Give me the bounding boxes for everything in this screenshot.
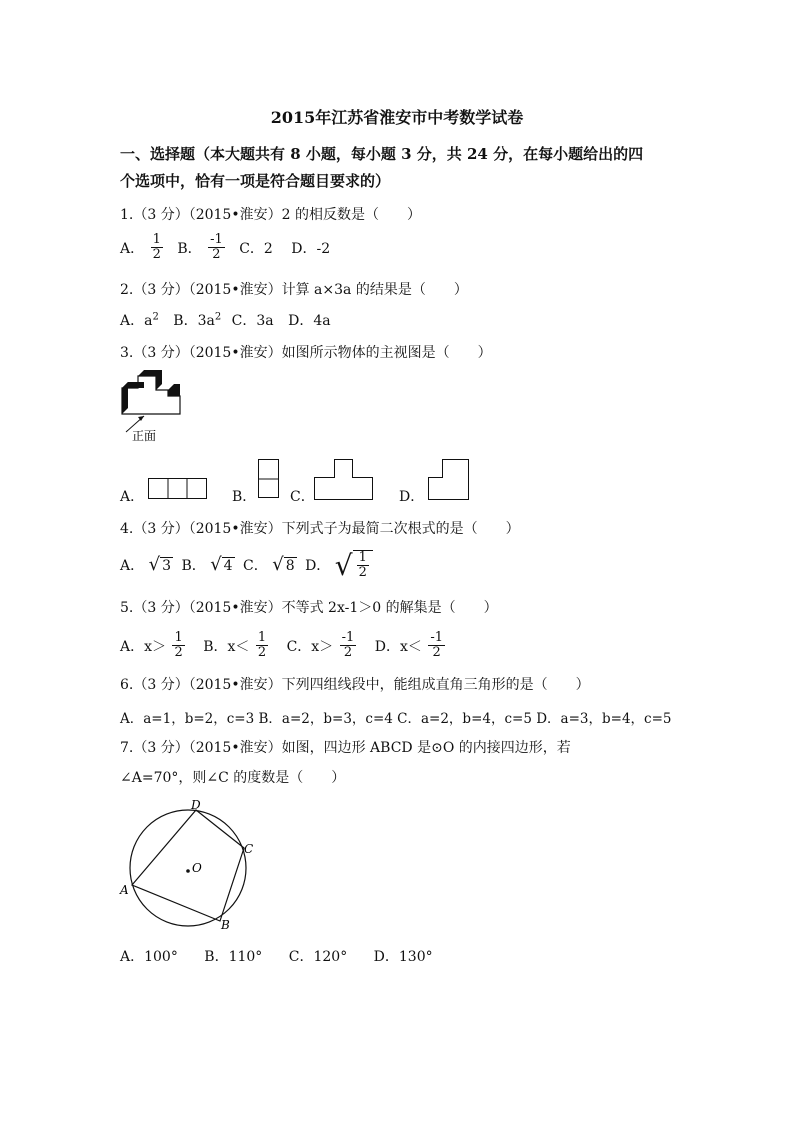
q1-stem: 1.（3 分）（2015•淮安）2 的相反数是（ ） — [120, 207, 421, 223]
section-heading — [120, 141, 680, 195]
q4-options — [120, 550, 373, 580]
q1-option-a-fraction: $\frac{1}{2}$ — [152, 232, 161, 262]
q7-option-c: C．120° — [288, 949, 348, 965]
q5-option-d-fraction: $\frac{-1}{2}$ — [430, 630, 444, 660]
q4-option-a-label: A． — [120, 558, 145, 574]
q5-option-c-label: C．x＞ — [286, 638, 334, 655]
q7-circle — [130, 810, 246, 926]
q7-label-a: A — [120, 883, 129, 897]
q4-option-b-label: B． — [181, 558, 206, 574]
q5-option-b-fraction: $\frac{1}{2}$ — [257, 630, 267, 660]
q1-option-c: C．2 — [239, 240, 273, 257]
q2-option-d: D．4a — [288, 313, 331, 329]
q7-option-d: D．130° — [373, 949, 433, 965]
q3-stem: 3.（3 分）（2015•淮安）如图所示物体的主视图是（ ） — [120, 345, 492, 361]
q2-option-b: B．$3a^2$ — [173, 311, 222, 329]
q4-stem: 4.（3 分）（2015•淮安）下列式子为最简二次根式的是（ ） — [120, 521, 520, 537]
section-heading-line2: 个选项中，恰有一项是符合题目要求的） — [120, 172, 391, 190]
q7-option-b: B．110° — [204, 949, 263, 965]
q6-options: A．a=1，b=2，c=3 B．a=2，b=3，c=4 C．a=2，b=4，c=5 D．a=3，b=4，c=5 — [120, 711, 672, 727]
q7-center-point — [186, 869, 190, 873]
q1-option-a-label: A． — [120, 240, 145, 257]
q4-option-d-sqrt: √ $\frac{1}{2}$ — [335, 550, 373, 580]
q2-option-a: A．$a^2$ — [120, 311, 159, 329]
q6-stem: 6.（3 分）（2015•淮安）下列四组线段中，能组成直角三角形的是（ ） — [120, 677, 590, 693]
q3-option-a-figure — [148, 478, 208, 500]
q1-option-b-label: B． — [177, 240, 202, 257]
q4-option-c-sqrt: √ 8 — [272, 554, 295, 575]
q1-option-d: D．-2 — [291, 240, 331, 257]
q1-option-b-fraction: $\frac{-1}{2}$ — [210, 232, 223, 262]
q3-front-label: 正面 — [132, 429, 157, 443]
q3-option-a-label: A． — [120, 489, 145, 505]
q4-option-d-label: D． — [305, 558, 331, 574]
q5-option-c-fraction: $\frac{-1}{2}$ — [341, 630, 355, 660]
q7-stem-line1: 7.（3 分）（2015•淮安）如图，四边形 ABCD 是⊙O 的内接四边形，若 — [120, 740, 571, 756]
q4-option-b-sqrt: √ 4 — [210, 554, 233, 575]
q2-options — [120, 310, 331, 330]
q3-option-b-figure — [258, 459, 280, 499]
q7-label-c: C — [244, 842, 254, 856]
q5-option-a-fraction: $\frac{1}{2}$ — [174, 630, 183, 660]
q5-stem: 5.（3 分）（2015•淮安）不等式 2x-1＞0 的解集是（ ） — [120, 600, 498, 616]
q5-option-b-label: B．x＜ — [203, 638, 250, 655]
q3-option-c-label: C． — [290, 489, 315, 505]
q3-option-c-figure — [314, 459, 376, 501]
q3-solid-figure — [116, 370, 196, 448]
q5-options — [120, 631, 447, 660]
q2-option-c: C．3a — [231, 313, 274, 329]
q2-stem: 2.（3 分）（2015•淮安）计算 a×3a 的结果是（ ） — [120, 282, 468, 298]
q7-stem-line2: ∠A=70°，则∠C 的度数是（ ） — [120, 770, 346, 786]
q7-label-o: O — [192, 861, 202, 875]
q5-option-a-label: A．x＞ — [120, 638, 167, 655]
q4-option-c-label: C． — [243, 558, 268, 574]
q7-label-d: D — [191, 798, 201, 812]
q3-option-b-label: B． — [232, 489, 257, 505]
q7-option-a: A．100° — [120, 949, 178, 965]
q7-circle-figure — [116, 796, 266, 936]
page-title: 2015年江苏省淮安市中考数学试卷 — [270, 108, 524, 127]
q7-quadrilateral — [132, 810, 244, 921]
q3-option-d-label: D． — [399, 489, 425, 505]
q4-option-a-sqrt: √ 3 — [148, 554, 171, 575]
q5-option-d-label: D．x＜ — [374, 638, 422, 655]
section-heading-line1: 一、选择题（本大题共有 8 小题，每小题 3 分，共 24 分，在每小题给出的四 — [120, 145, 644, 163]
q1-options — [120, 233, 330, 262]
q3-option-d-figure — [428, 459, 472, 501]
q7-label-b: B — [221, 918, 230, 932]
q7-options — [120, 946, 433, 966]
